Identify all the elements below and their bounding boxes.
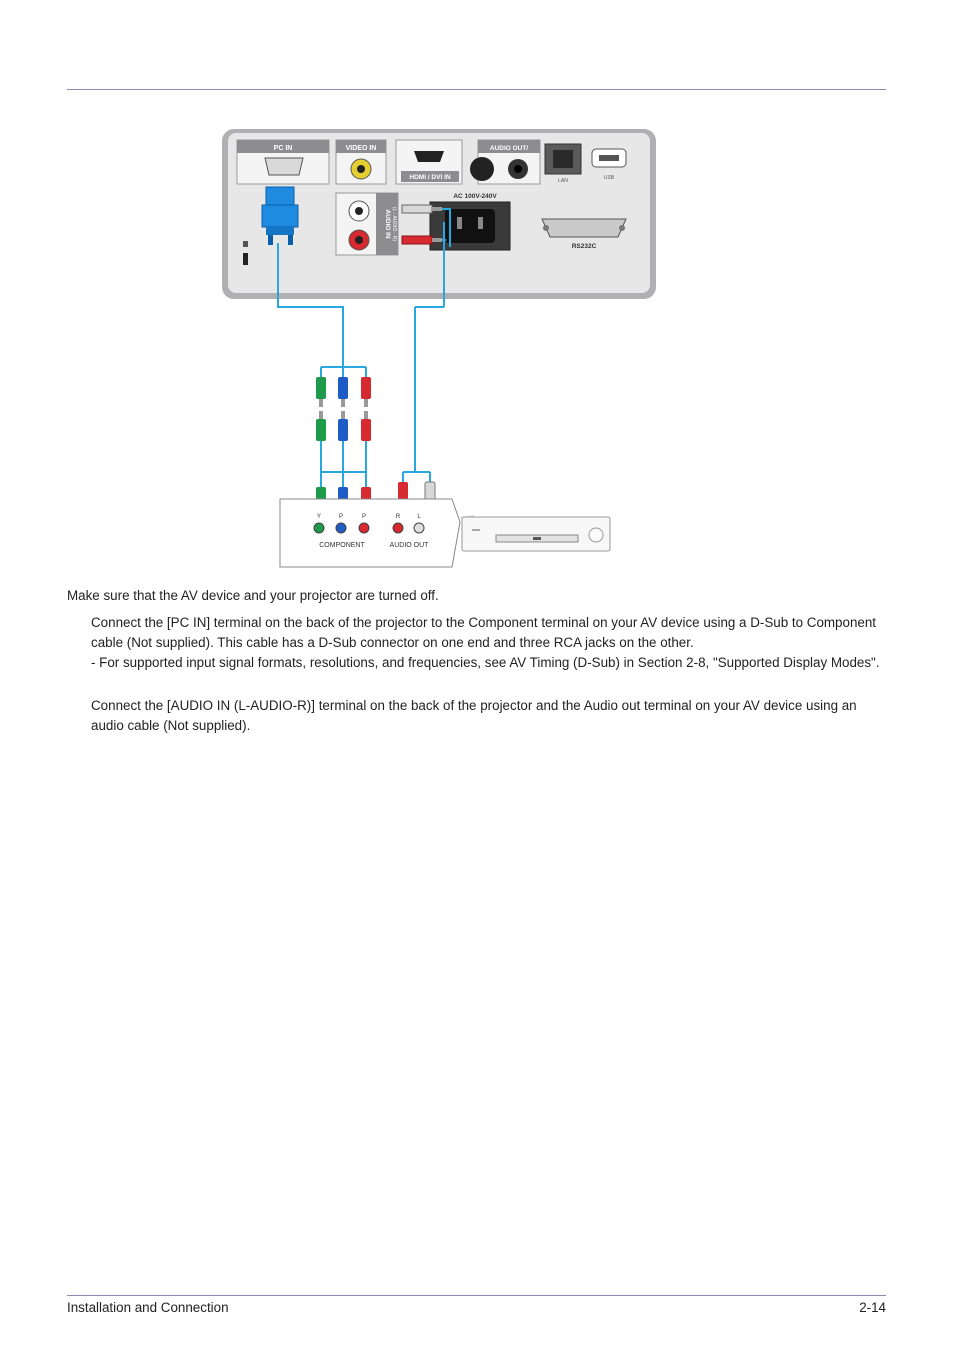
note-text: - For supported input signal formats, resolutions, and frequencies, see AV Timing (D-Sub) in Section 2-8, "Supported Display Modes". [91, 655, 880, 670]
pr-label: P [361, 514, 367, 520]
pb-label: P [338, 514, 344, 520]
device-audio-out-label: AUDIO OUT [389, 542, 429, 549]
audio-in-port [336, 193, 398, 255]
intro-text: Make sure that the AV device and your projector are turned off. [67, 588, 439, 603]
pc-in-port [237, 140, 329, 184]
hdmi-port [396, 140, 462, 184]
rca-plugs-top [316, 377, 371, 407]
l-label: L [417, 514, 421, 520]
audio-out-label: AUDIO OUT/ [489, 145, 529, 152]
hdmi-label: HDMI / DVI IN [409, 174, 451, 181]
audio-in-label: AUDIO IN [384, 209, 391, 239]
rca-plugs-bottom [316, 411, 371, 441]
header-rule [67, 89, 886, 90]
lan-label: LAN [558, 178, 568, 184]
step-1-text: Connect the [PC IN] terminal on the back of the projector to the Component terminal on your AV device using a D-Sub to Component cable (Not supplied). This cable has a D-Sub connector on one end and three RCA jacks on the other. [91, 615, 877, 650]
component-label: COMPONENT [319, 542, 365, 549]
ac-label: AC 100V-240V [453, 193, 497, 200]
usb-label: USB [603, 175, 615, 181]
connection-diagram [220, 127, 657, 569]
footer-rule [67, 1295, 886, 1296]
y-label: Y [316, 514, 322, 520]
r-label: R [395, 514, 401, 520]
video-in-label: VIDEO IN [345, 145, 377, 152]
av-device-panel [280, 499, 460, 567]
av-device [460, 515, 610, 551]
audio-in-lr-label: (L - AUDIO - R) [391, 207, 397, 241]
page-number: 2-14 [859, 1300, 886, 1315]
audio-out-port [470, 140, 540, 184]
step-2-text: Connect the [AUDIO IN (L-AUDIO-R)] terminal on the back of the projector and the Audio out terminal on your AV device using an audio cable (Not supplied). [91, 698, 857, 733]
rs232c-label: RS232C [571, 243, 597, 250]
footer-section: Installation and Connection [67, 1300, 229, 1315]
video-in-port [336, 140, 386, 184]
pc-in-label: PC IN [273, 145, 293, 152]
